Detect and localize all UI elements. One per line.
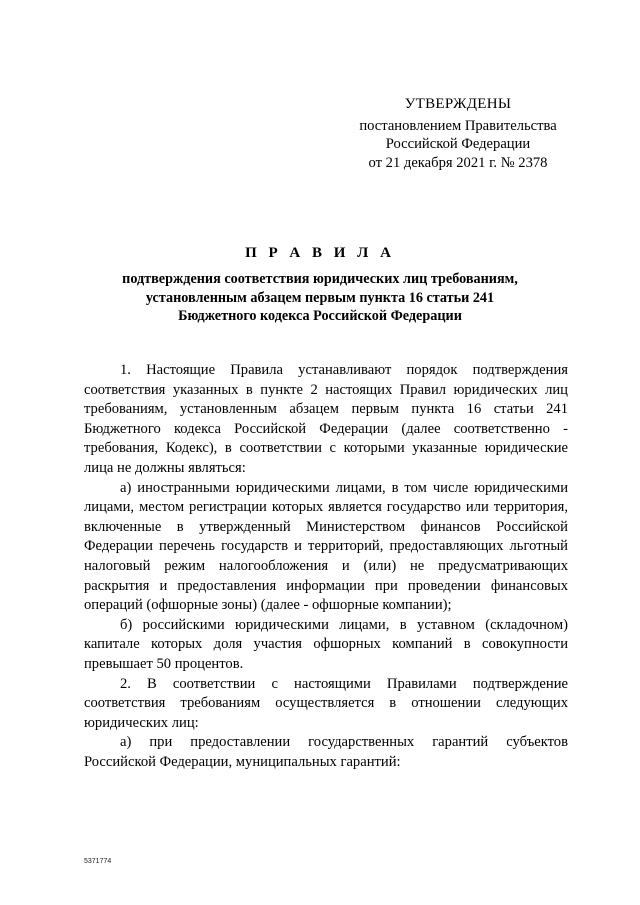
paragraph-1b: б) российскими юридическими лицами, в уставном (складочном) капитале которых доля участия офшорных компаний в совокупности превышает 50 процентов. xyxy=(84,616,568,672)
approval-stamp xyxy=(338,95,578,172)
subtitle-line-1: подтверждения соответствия юридических лиц требованиям, xyxy=(122,271,518,287)
subtitle-line-2: установленным абзацем первым пункта 16 статьи 241 xyxy=(145,289,495,306)
approval-line-date-number: от 21 декабря 2021 г. № 2378 xyxy=(368,154,548,171)
footer-code: 5371774 xyxy=(84,858,112,865)
document-body xyxy=(84,361,568,772)
paragraph-1a: а) иностранными юридическими лицами, в том числе юридическими лицами, местом регистрации которых является государство или территория, включенные в утвержденный Министерством финансов Российской Федерации перечень государств и территорий, предоставляющих льготный налоговый режим налогообложения и (или) не предусматривающих раскрытия и предоставления информации при проведении финансовых операций (офшорные зоны) (далее - офшорные компании); xyxy=(84,479,568,614)
subtitle-line-3: Бюджетного кодекса Российской Федерации xyxy=(178,308,462,324)
paragraph-2a: а) при предоставлении государственных гарантий субъектов Российской Федерации, муниципальных гарантий: xyxy=(84,734,568,770)
approval-line-decree: постановлением Правительства xyxy=(359,117,557,134)
paragraph-1: 1. Настоящие Правила устанавливают порядок подтверждения соответствия указанных в пункте 2 настоящих Правил юридических лиц требованиям, установленным абзацем первым пункта 16 статьи 241 Бюджетного кодекса Российской Федерации (далее соответственно - требования, Кодекс), в соответствии с которыми указанные юридические лица не должны являться: xyxy=(84,362,568,476)
approval-heading: УТВЕРЖДЕНЫ xyxy=(404,96,512,112)
document-subtitle xyxy=(80,270,560,326)
paragraph-2: 2. В соответствии с настоящими Правилами подтверждение соответствия требованиям осуществляется в отношении следующих юридических лиц: xyxy=(84,675,568,731)
approval-line-government: Российской Федерации xyxy=(385,136,531,152)
document-title: П Р А В И Л А xyxy=(245,245,395,261)
